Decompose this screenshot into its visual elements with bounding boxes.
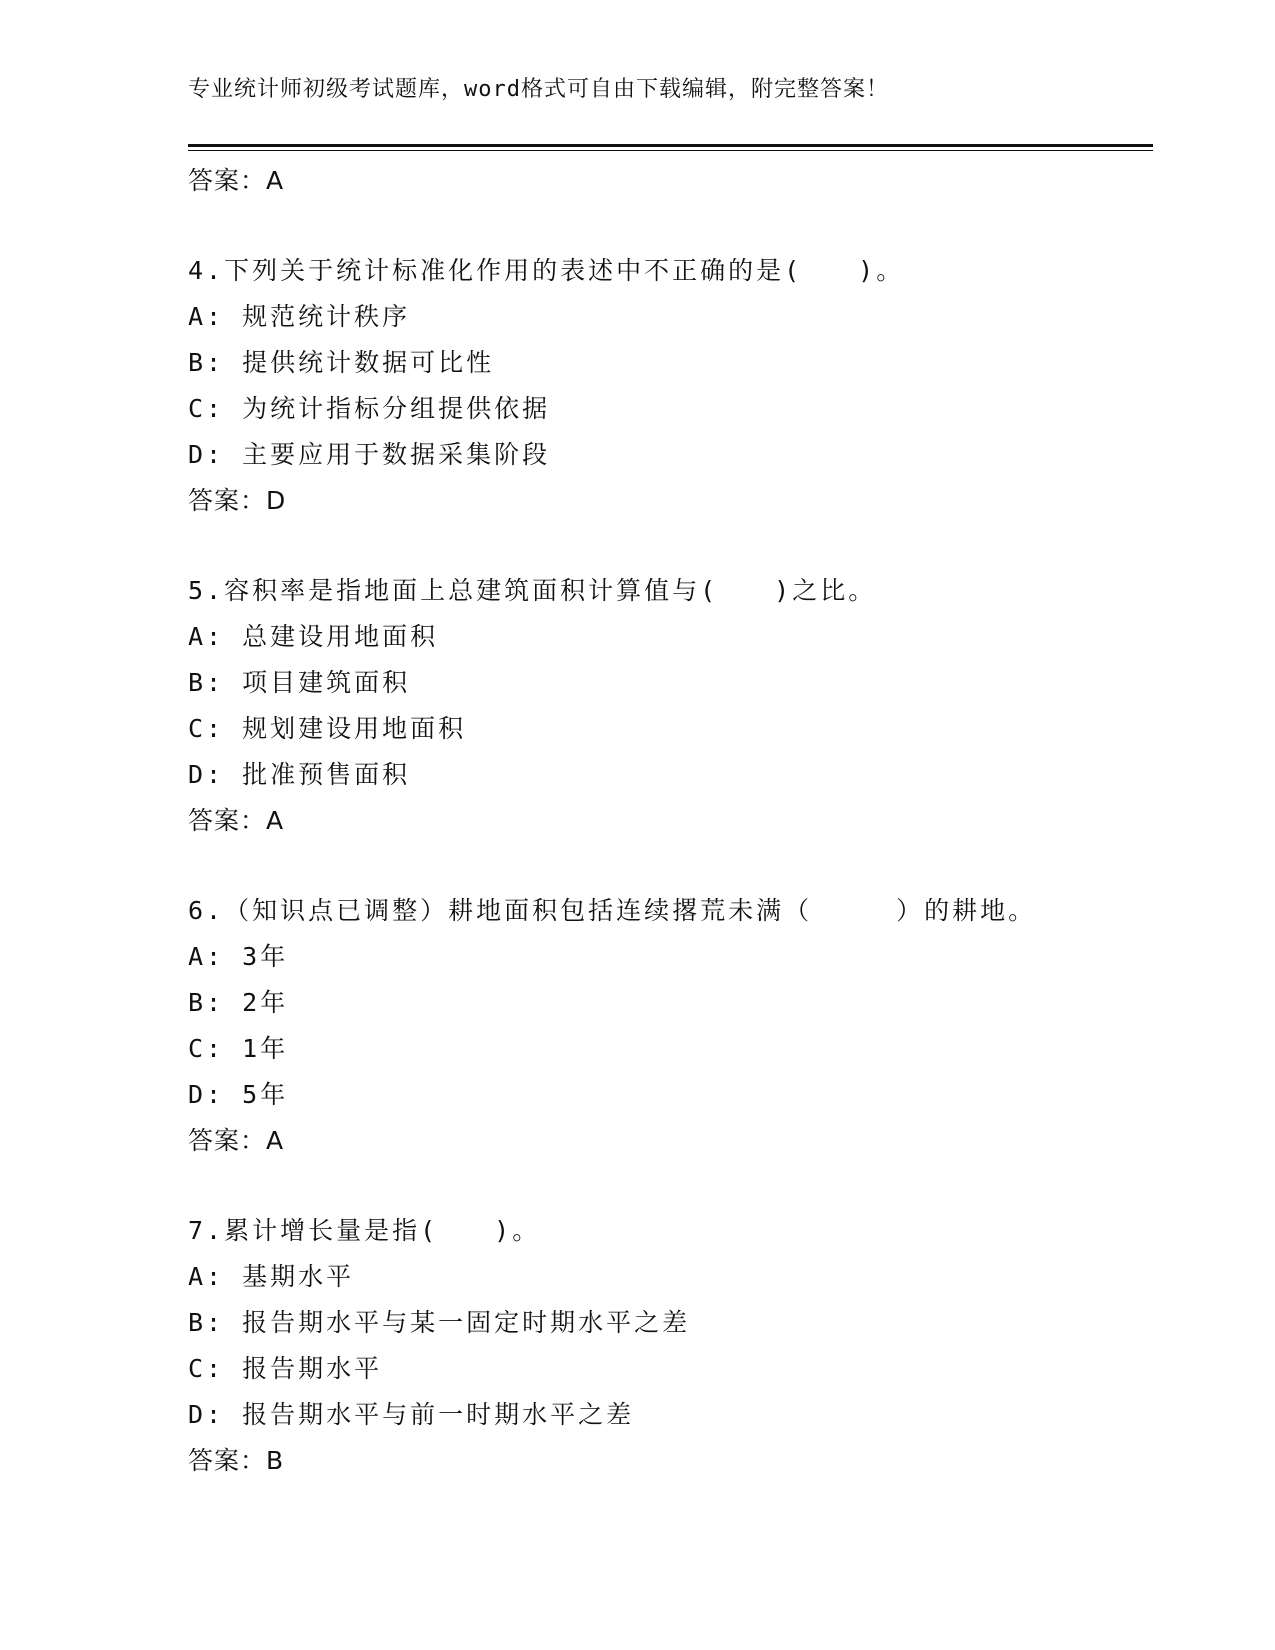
header-rule-thin: [188, 150, 1153, 151]
question-stem: 5.容积率是指地面上总建筑面积计算值与( )之比。: [188, 576, 877, 605]
question-answer: 答案：A: [188, 1126, 285, 1155]
question-6: [188, 888, 1148, 1164]
option-d: D: 5年: [188, 1080, 289, 1109]
option-c: C: 规划建设用地面积: [188, 714, 467, 743]
option-d: D: 主要应用于数据采集阶段: [188, 440, 551, 469]
option-b: B: 报告期水平与某一固定时期水平之差: [188, 1308, 691, 1337]
option-d: D: 报告期水平与前一时期水平之差: [188, 1400, 635, 1429]
page-header: 专业统计师初级考试题库，word格式可自由下载编辑，附完整答案！: [188, 77, 889, 102]
header-rule-thick: [188, 144, 1153, 147]
question-7: [188, 1208, 1148, 1484]
option-b: B: 项目建筑面积: [188, 668, 411, 697]
option-c: C: 报告期水平: [188, 1354, 383, 1383]
option-a: A: 基期水平: [188, 1262, 355, 1291]
question-5: [188, 568, 1148, 844]
option-c: C: 为统计指标分组提供依据: [188, 394, 551, 423]
question-4: [188, 248, 1148, 524]
previous-answer: 答案：A: [188, 166, 285, 195]
question-stem: 7.累计增长量是指( )。: [188, 1216, 541, 1245]
question-stem: 4.下列关于统计标准化作用的表述中不正确的是( )。: [188, 256, 905, 285]
document-body: [188, 158, 1148, 1484]
question-stem: 6.（知识点已调整）耕地面积包括连续撂荒未满（ ）的耕地。: [188, 896, 1037, 925]
option-d: D: 批准预售面积: [188, 760, 411, 789]
option-a: A: 3年: [188, 942, 289, 971]
question-answer: 答案：B: [188, 1446, 285, 1475]
option-c: C: 1年: [188, 1034, 289, 1063]
option-b: B: 提供统计数据可比性: [188, 348, 495, 377]
option-a: A: 总建设用地面积: [188, 622, 439, 651]
question-answer: 答案：A: [188, 806, 285, 835]
option-b: B: 2年: [188, 988, 289, 1017]
option-a: A: 规范统计秩序: [188, 302, 411, 331]
question-answer: 答案：D: [188, 486, 287, 515]
